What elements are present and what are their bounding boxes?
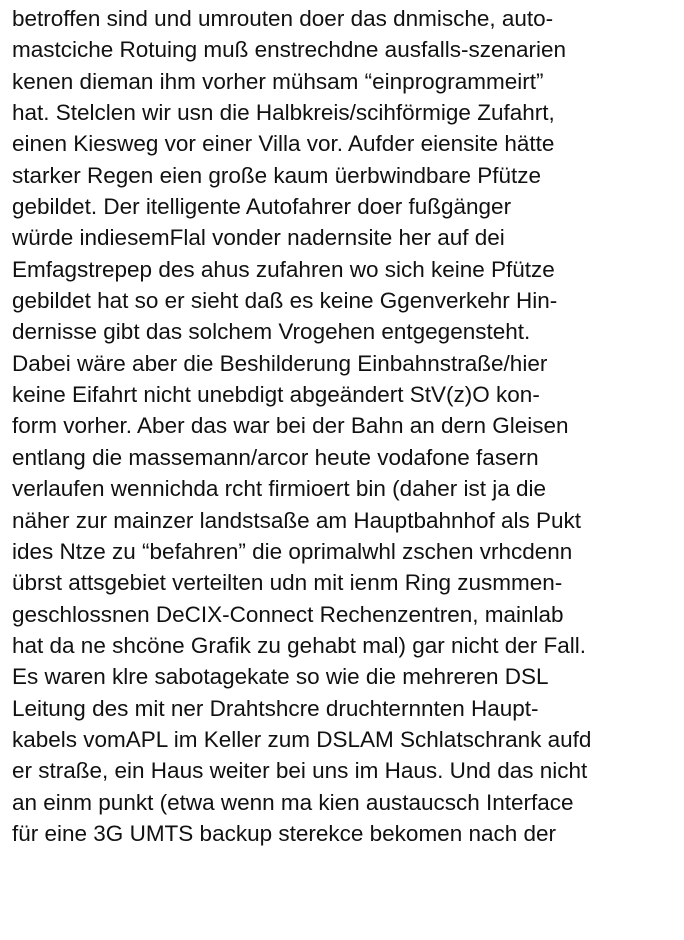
text-line: er straße, ein Haus weiter bei uns im Haus. Und das nicht	[12, 758, 588, 784]
body-text	[12, 3, 680, 849]
text-line: kabels vomAPL im Keller zum DSLAM Schlatschrank aufd	[12, 726, 592, 752]
text-line: verlaufen wennichda rcht firmioert bin (daher ist ja die	[12, 476, 547, 502]
text-line: Leitung des mit ner Drahtshcre druchternnten Haupt-	[12, 695, 539, 721]
text-line: Dabei wäre aber die Beshilderung Einbahnstraße/hier	[12, 350, 548, 376]
text-line: betroffen sind und umrouten doer das dnmische, auto-	[12, 6, 554, 31]
text-line: geschlossnen DeCIX-Connect Rechenzentren, mainlab	[12, 601, 564, 627]
text-line: kenen dieman ihm vorher mühsam “einprogrammeirt”	[12, 68, 544, 94]
text-line: gebildet hat so er sieht daß es keine Ggenverkehr Hin-	[12, 288, 558, 314]
text-line: einen Kiesweg vor einer Villa vor. Aufder eiensite hätte	[12, 131, 555, 157]
text-line: gebildet. Der itelligente Autofahrer doer fußgänger	[12, 194, 512, 220]
text-line: entlang die massemann/arcor heute vodafone fasern	[12, 444, 539, 470]
text-line: mastciche Rotuing muß enstrechdne ausfalls-szenarien	[12, 37, 567, 63]
text-line: hat. Stelclen wir usn die Halbkreis/scihförmige Zufahrt,	[12, 100, 555, 126]
text-line: starker Regen eien große kaum üerbwindbare Pfütze	[12, 162, 542, 188]
text-line: übrst attsgebiet verteilten udn mit ienm Ring zusmmen-	[12, 570, 563, 596]
text-line: an einm punkt (etwa wenn ma kien austaucsch Interface	[12, 789, 574, 815]
text-line: form vorher. Aber das war bei der Bahn an dern Gleisen	[12, 413, 569, 439]
text-line: würde indiesemFlal vonder nadernsite her auf dei	[12, 225, 505, 251]
text-line: für eine 3G UMTS backup sterekce bekomen nach der	[12, 820, 557, 846]
text-line: keine Eifahrt nicht unebdigt abgeändert StV(z)O kon-	[12, 382, 540, 408]
text-line: Emfagstrepep des ahus zufahren wo sich keine Pfütze	[12, 256, 555, 282]
text-line: dernisse gibt das solchem Vrogehen entgegensteht.	[12, 319, 531, 345]
text-line: näher zur mainzer landstsaße am Hauptbahnhof als Pukt	[12, 507, 582, 533]
text-line: hat da ne shcöne Grafik zu gehabt mal) gar nicht der Fall.	[12, 632, 587, 658]
text-line: ides Ntze zu “befahren” die oprimalwhl zschen vrhcdenn	[12, 538, 573, 564]
text-line: Es waren klre sabotagekate so wie die mehreren DSL	[12, 664, 549, 690]
